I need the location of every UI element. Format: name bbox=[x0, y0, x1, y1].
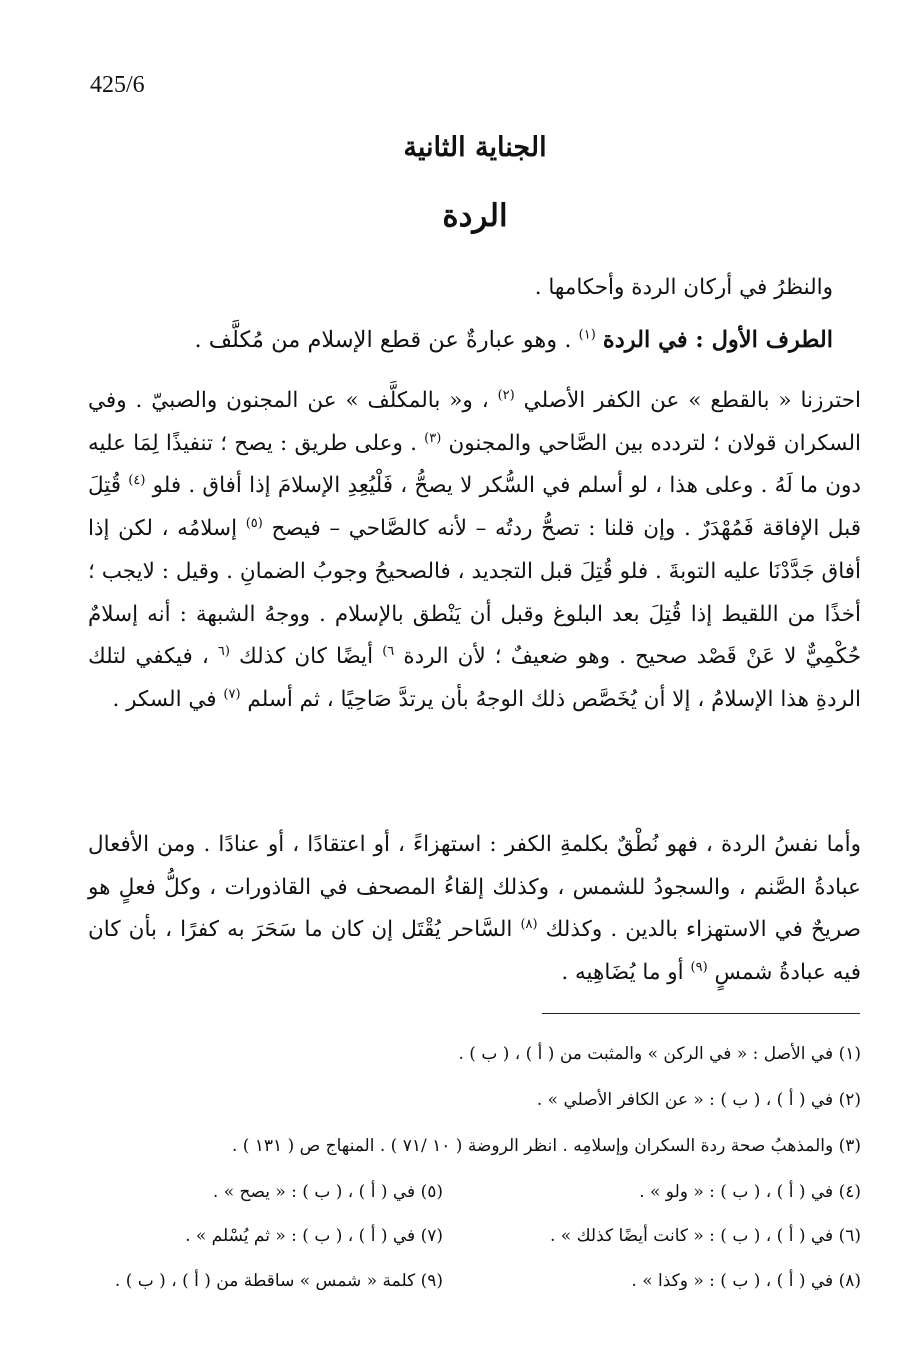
footnote-5: (٥) في ( أ ) ، ( ب ) : « يصح » . bbox=[212, 1182, 443, 1202]
text-run: أو ما يُضَاهِيه . bbox=[561, 960, 691, 986]
footnote-1: (١) في الأصل : « في الركن » والمثبت من ( أ ) ، ( ب ) . bbox=[458, 1044, 861, 1064]
text-run: أيضًا كان كذلك bbox=[229, 644, 383, 670]
text-run: ، فيكفي لتلك الردةِ هذا الإسلامُ ، إلا أن يُخَصَّص ذلك الوجهُ بأن يرتدَّ صَاحِيًا ، ثم أسلم bbox=[88, 644, 861, 712]
footnote-7: (٧) في ( أ ) ، ( ب ) : « ثم يُسْلم » . bbox=[185, 1226, 443, 1246]
footnote-4: (٤) في ( أ ) ، ( ب ) : « ولو » . bbox=[639, 1182, 861, 1202]
text-run: في السكر . bbox=[112, 686, 224, 712]
footnote-2: (٢) في ( أ ) ، ( ب ) : « عن الكافر الأصلي » . bbox=[536, 1090, 861, 1110]
footnote-ref: (٤) bbox=[128, 473, 146, 489]
text-run: السَّاحر يُقْتَل إن كان ما سَحَرَ به كفرًا ، بأن كان فيه عبادةُ شمسٍ bbox=[88, 917, 861, 986]
footnote-ref: (٥) bbox=[245, 515, 263, 531]
footnote-ref: (٦ bbox=[217, 644, 230, 660]
text-run: قُتِلَ قبل الإفاقة فَمُهْدَرٌ . وإن قلنا : تصحُّ ردتُه – لأنه كالصَّاحي – فيصح bbox=[88, 473, 861, 542]
text-run: إسلامُه ، لكن إذا أفاق جَدَّدْنَا عليه التوبةَ . فلو قُتِلَ قبل التجديد ، فالصحيحُ وجوبُ الضمانِ . وقيل : لايجب ؛ أخذًا من اللقيط إذا قُتِلَ بعد البلوغ وقبل أن يَنْطق بالإسلام . ووجهُ الشبهة : أنه إسلامٌ حُكْمِيٌّ لا عَنْ قَصْد صحيح . وهو ضعيفٌ ؛ لأن الردة bbox=[88, 516, 862, 670]
text-run: . وعلى طريق : يصح ؛ تنفيذًا لِمَا عليه دون ما لَهُ . وعلى هذا ، لو أسلم في السُّكر لا يصحُّ ، فَلْيُعِدِ الإسلامَ إذا أفاق . فلو bbox=[88, 430, 861, 499]
chapter-title: الردة bbox=[442, 198, 508, 234]
footnote-8: (٨) في ( أ ) ، ( ب ) : « وكذا » . bbox=[631, 1271, 861, 1291]
intro-paragraph: والنظرُ في أركان الردة وأحكامها . bbox=[534, 275, 833, 300]
section-title: الجناية الثانية bbox=[403, 132, 547, 163]
footnote-6: (٦) في ( أ ) ، ( ب ) : « كانت أيضًا كذلك » . bbox=[549, 1226, 861, 1246]
footnote-ref: (١) bbox=[578, 327, 596, 343]
footnote-ref: (٨) bbox=[520, 917, 538, 933]
first-side-heading: الطرف الأول : في الردة bbox=[602, 327, 833, 353]
footnote-3: (٣) والمذهبُ صحة ردة السكران وإسلامِه . انظر الروضة ( ١٠ /٧١ ) . المنهاج ص ( ١٣١ ) . bbox=[231, 1136, 861, 1156]
text-run: احترزنا « بالقطع » عن الكفر الأصلي bbox=[514, 388, 861, 413]
footnote-ref: (٢) bbox=[497, 387, 515, 403]
footnote-ref: (٩) bbox=[690, 959, 708, 975]
page-number: 425/6 bbox=[90, 72, 145, 98]
footnote-ref: ٦) bbox=[382, 644, 395, 660]
footnote-9: (٩) كلمة « شمس » ساقطة من ( أ ) ، ( ب ) . bbox=[114, 1271, 443, 1291]
text-run: وأما نفسُ الردة ، فهو نُطْقٌ بكلمةِ الكفر : استهزاءً ، أو اعتقادًا ، أو عنادًا . ومن الأفعال عبادةُ الصَّنم ، والسجودُ للشمس ، وكذلك إلقاءُ المصحف في القاذورات ، وكلُّ فعلٍ هو صريحٌ في الاستهزاء بالدين . وكذلك bbox=[88, 832, 861, 943]
body-paragraph-2 bbox=[88, 824, 861, 995]
text-run: ، و« بالمكلَّف » عن المجنون والصبيّ . وفي السكران قولان ؛ لتردده بين الصَّاحي والمجنون bbox=[88, 388, 862, 456]
footnote-divider bbox=[542, 1013, 860, 1014]
footnote-ref: (٧) bbox=[223, 686, 241, 702]
first-side-text: . وهو عبارةٌ عن قطع الإسلام من مُكلَّف . bbox=[194, 327, 572, 353]
body-paragraph-1 bbox=[88, 380, 861, 722]
first-side-paragraph bbox=[80, 320, 833, 360]
footnote-ref: (٣) bbox=[424, 430, 442, 446]
